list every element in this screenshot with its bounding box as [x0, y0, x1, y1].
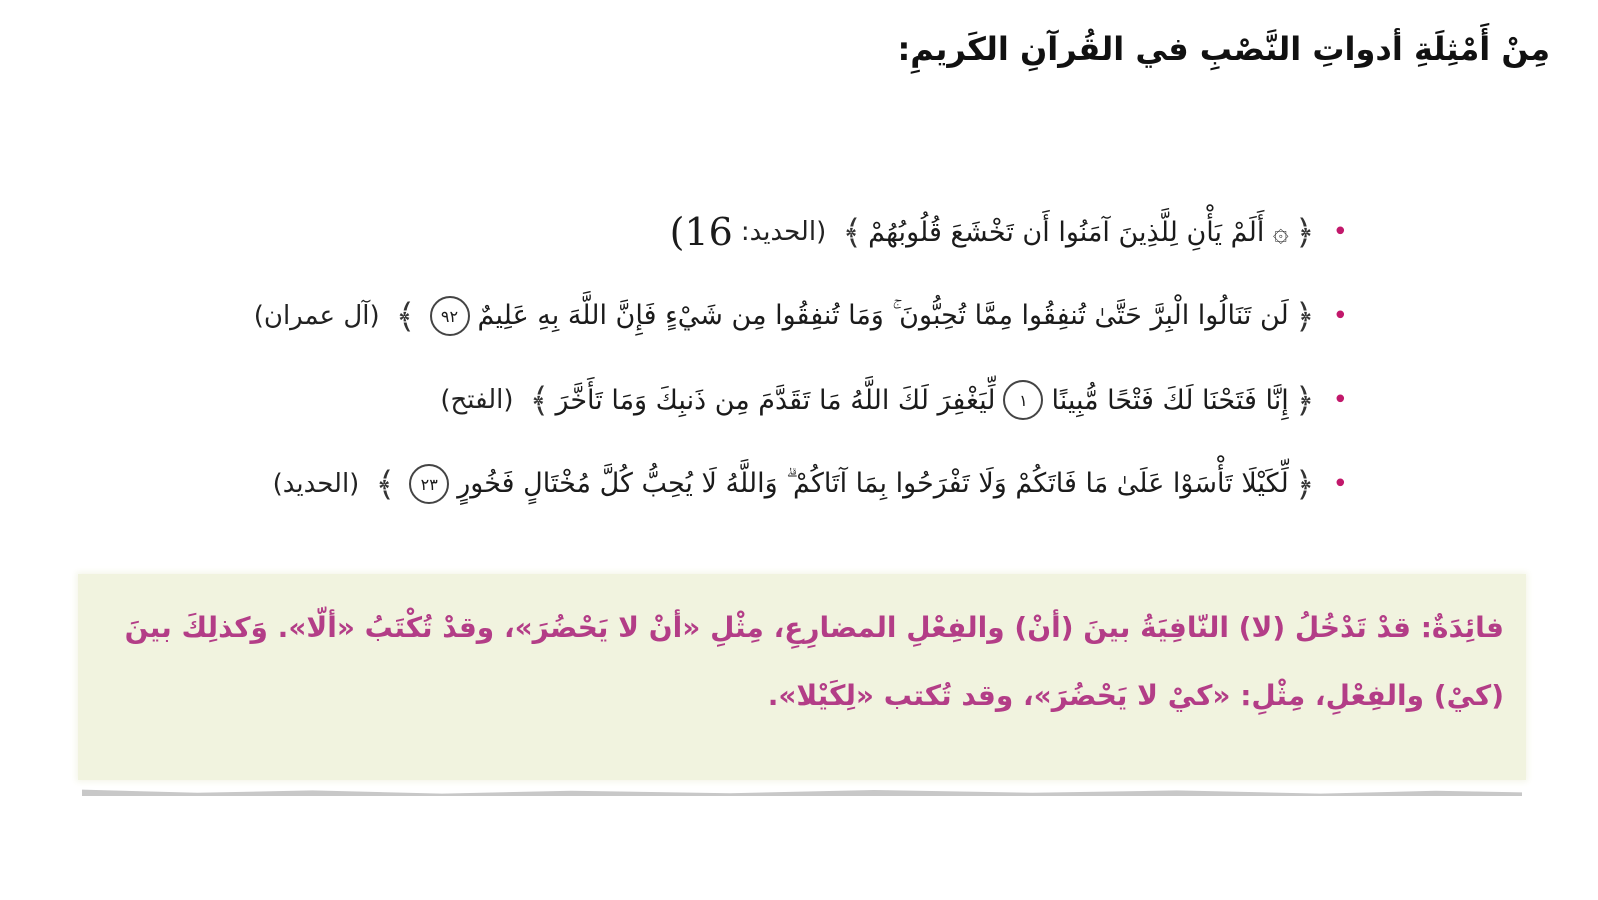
ayah-number-badge: ٩٢: [430, 296, 470, 336]
verse-reference: (الحديد): [272, 469, 360, 499]
note-line: فائِدَةٌ: قدْ تَدْخُلُ (لا) النّافِيَةُ بينَ (أنْ) والفِعْلِ المضارِعِ، مِثْلِ «أنْ لا يَحْضُرَ»، وقدْ تُكْتَبُ «ألّا». وَكذلِكَ بينَ: [124, 611, 1504, 644]
verse-text-continued: لِّيَغْفِرَ لَكَ اللَّهُ مَا تَقَدَّمَ مِن ذَنبِكَ وَمَا تَأَخَّرَ: [555, 384, 996, 416]
bullet-icon: •: [1332, 217, 1348, 247]
bullet-icon: •: [1332, 385, 1348, 415]
verse-reference: (الحديد:: [740, 217, 827, 247]
open-bracket: ﴿: [1294, 380, 1315, 421]
close-bracket: ﴾: [842, 212, 863, 253]
verse-list: [150, 190, 1348, 526]
verse-item: [150, 442, 1348, 526]
verse-reference: (الفتح): [440, 385, 514, 415]
page-heading: مِنْ أَمْثِلَةِ أدواتِ النَّصْبِ في القُرآنِ الكَريمِ:: [897, 30, 1550, 68]
verse-text: لَن تَنَالُوا الْبِرَّ حَتَّىٰ تُنفِقُوا مِمَّا تُحِبُّونَ ۚ وَمَا تُنفِقُوا مِن شَيْءٍ فَإِنَّ اللَّهَ بِهِ عَلِيمٌ: [477, 300, 1289, 331]
bullet-icon: •: [1332, 469, 1348, 499]
note-box: [78, 574, 1526, 780]
open-bracket: ﴿: [1294, 296, 1315, 337]
close-bracket: ﴾: [529, 380, 550, 421]
torn-paper-edge: [82, 788, 1522, 796]
verse-item: [150, 274, 1348, 358]
verse-item: [150, 358, 1348, 442]
verse-text: ۞ أَلَمْ يَأْنِ لِلَّذِينَ آمَنُوا أَن تَخْشَعَ قُلُوبُهُمْ: [868, 216, 1289, 248]
close-bracket: ﴾: [375, 464, 396, 505]
verse-item: [150, 190, 1348, 274]
open-bracket: ﴿: [1294, 464, 1315, 505]
verse-reference: (آل عمران): [253, 301, 380, 331]
note-line: (كيْ) والفِعْلِ، مِثْلِ: «كيْ لا يَحْضُرَ»، وقد تُكتب «لِكَيْلا».: [767, 679, 1504, 712]
note-text: [98, 594, 1504, 730]
ayah-number-badge: ٢٣: [409, 464, 449, 504]
bullet-icon: •: [1332, 301, 1348, 331]
ayah-number-badge: ١: [1003, 380, 1043, 420]
verse-reference-number: 16): [669, 210, 733, 254]
open-bracket: ﴿: [1294, 212, 1315, 253]
verse-text: إِنَّا فَتَحْنَا لَكَ فَتْحًا مُّبِينًا: [1051, 384, 1289, 416]
verse-text: لِّكَيْلَا تَأْسَوْا عَلَىٰ مَا فَاتَكُمْ وَلَا تَفْرَحُوا بِمَا آتَاكُمْ ۗ وَاللَّهُ لَا يُحِبُّ كُلَّ مُخْتَالٍ فَخُورٍ: [457, 468, 1289, 499]
close-bracket: ﴾: [395, 296, 416, 337]
